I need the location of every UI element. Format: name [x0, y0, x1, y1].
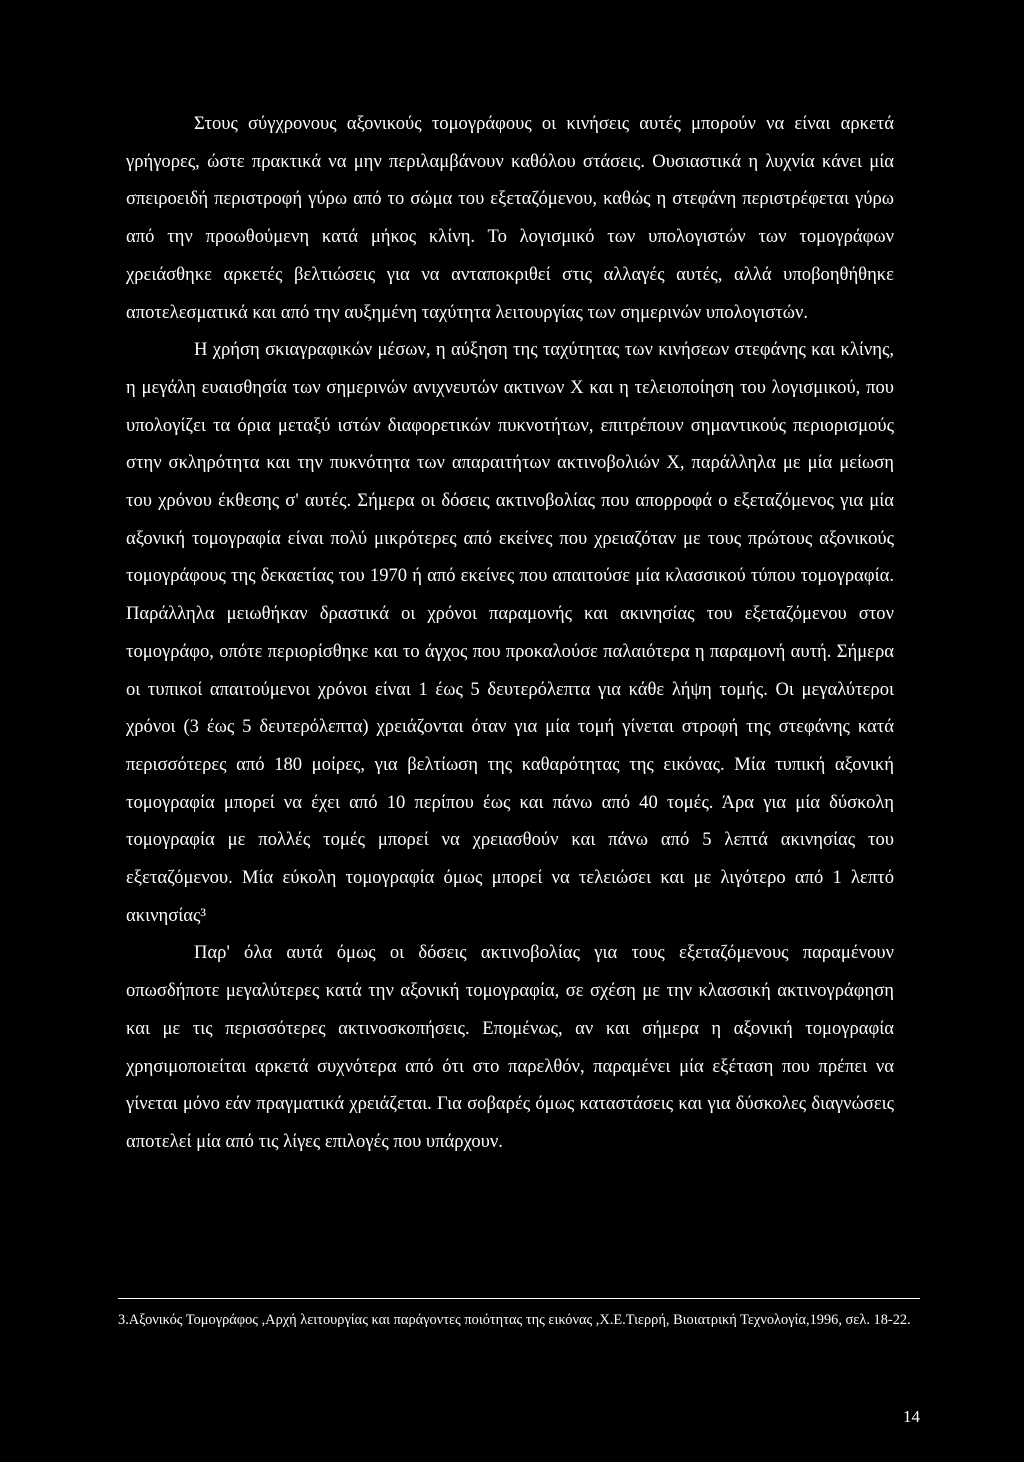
body-text	[126, 105, 894, 1161]
footnote: 3.Αξονικός Τομογράφος ,Αρχή λειτουργίας και παράγοντες ποιότητας της εικόνας ,Χ.Ε.Τιερρή, Βιοιατρική Τεχνολογία,1996, σελ. 18-22.	[118, 1312, 911, 1328]
page-number: 14	[903, 1407, 920, 1426]
paragraph-2: Η χρήση σκιαγραφικών μέσων, η αύξηση της ταχύτητας των κινήσεων στεφάνης και κλίνης, η μεγάλη ευαισθησία των σημερινών ανιχνευτών ακτινων Χ και η τελειοποίηση του λογισμικού, που υπολογίζει τα όρια μεταξύ ιστών διαφορετικών πυκνοτήτων, επιτρέπουν σημαντικούς περιορισμούς στην σκληρότητα και την πυκνότητα των απαραιτήτων ακτινοβολιών Χ, παράλληλα με μία μείωση του χρόνου έκθεσης σ' αυτές. Σήμερα οι δόσεις ακτινοβολίας που απορροφά ο εξεταζόμενος για μία αξονική τομογραφία είναι πολύ μικρότερες από εκείνες που χρειαζόταν με τους πρώτους αξονικούς τομογράφους της δεκαετίας του 1970 ή από εκείνες που απαιτούσε μία κλασσικού τύπου τομογραφία. Παράλληλα μειωθήκαν δραστικά οι χρόνοι παραμονής και ακινησίας του εξεταζόμενου στον τομογράφο, οπότε περιορίσθηκε και το άγχος που προκαλούσε παλαιότερα η παραμονή αυτή. Σήμερα οι τυπικοί απαιτούμενοι χρόνοι είναι 1 έως 5 δευτερόλεπτα για κάθε λήψη τομής. Οι μεγαλύτεροι χρόνοι (3 έως 5 δευτερόλεπτα) χρειάζονται όταν για μία τομή γίνεται στροφή της στεφάνης κατά περισσότερες από 180 μοίρες, για βελτίωση της καθαρότητας της εικόνας. Μία τυπική αξονική τομογραφία μπορεί να έχει από 10 περίπου έως και πάνω από 40 τομές. Άρα για μία δύσκολη τομογραφία με πολλές τομές μπορεί να χρειασθούν και πάνω από 5 λεπτά ακινησίας του εξεταζόμενου. Μία εύκολη τομογραφία όμως μπορεί να τελειώσει και με λιγότερο από 1 λεπτό ακινησίας³	[126, 339, 894, 926]
footnote-separator	[118, 1298, 920, 1299]
paragraph-3: Παρ' όλα αυτά όμως οι δόσεις ακτινοβολίας για τους εξεταζόμενους παραμένουν οπωσδήποτε μεγαλύτερες κατά την αξονική τομογραφία, σε σχέση με την κλασσική ακτινογράφηση και με τις περισσότερες ακτινοσκοπήσεις. Επομένως, αν και σήμερα η αξονική τομογραφία χρησιμοποιείται αρκετά συχνότερα από ότι στο παρελθόν, παραμένει μία εξέταση που πρέπει να γίνεται μόνο εάν πραγματικά χρειάζεται. Για σοβαρές όμως καταστάσεις και για δύσκολες διαγνώσεις αποτελεί μία από τις λίγες επιλογές που υπάρχουν.	[126, 942, 894, 1152]
paragraph-1: Στους σύγχρονους αξονικούς τομογράφους οι κινήσεις αυτές μπορούν να είναι αρκετά γρήγορες, ώστε πρακτικά να μην περιλαμβάνουν καθόλου στάσεις. Ουσιαστικά η λυχνία κάνει μία σπειροειδή περιστροφή γύρω από το σώμα του εξεταζόμενου, καθώς η στεφάνη περιστρέφεται γύρω από την προωθούμενη κατά μήκος κλίνη. Το λογισμικό των υπολογιστών των τομογράφων χρειάσθηκε αρκετές βελτιώσεις για να ανταποκριθεί στις αλλαγές αυτές, αλλά υποβοηθήθηκε αποτελεσματικά και από την αυξημένη ταχύτητα λειτουργίας των σημερινών υπολογιστών.	[126, 113, 894, 323]
